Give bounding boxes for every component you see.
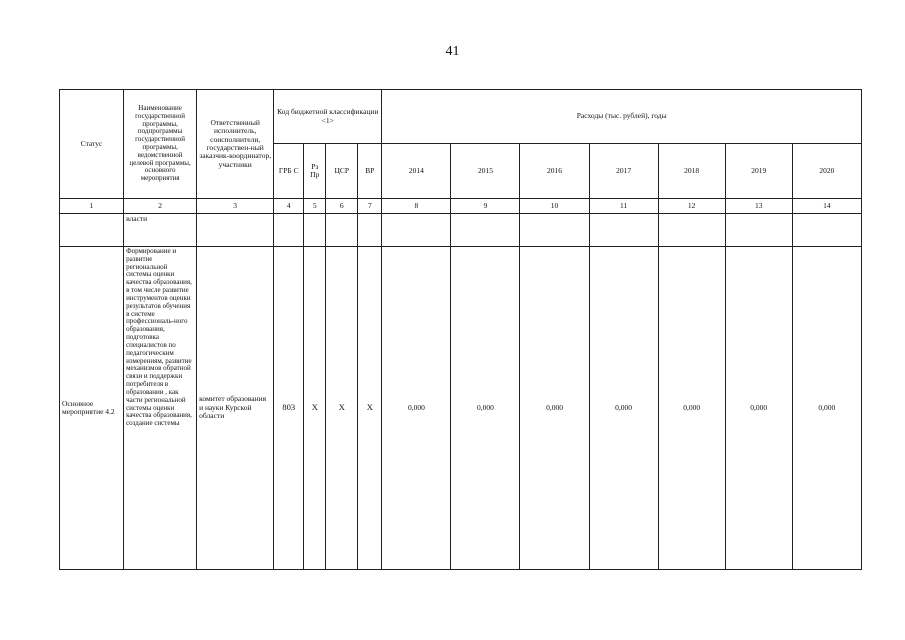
header-year: 2017: [589, 144, 658, 199]
cell: [274, 214, 304, 247]
cell: [382, 214, 451, 247]
expense-value: 0,000: [520, 247, 589, 570]
main-grbs: 803: [274, 247, 304, 570]
main-rzpr: X: [304, 247, 326, 570]
header-year: 2018: [658, 144, 725, 199]
column-number: 8: [382, 199, 451, 214]
cell: [304, 214, 326, 247]
cell: [358, 214, 382, 247]
cell: [197, 214, 274, 247]
column-number-row: [60, 199, 862, 214]
column-number: 14: [792, 199, 861, 214]
continuation-row: [60, 214, 862, 247]
cell: [60, 214, 124, 247]
column-number: 11: [589, 199, 658, 214]
column-number: 6: [326, 199, 358, 214]
header-grbs: ГРБ С: [274, 144, 304, 199]
column-number: 5: [304, 199, 326, 214]
expense-value: 0,000: [792, 247, 861, 570]
column-number: 13: [725, 199, 792, 214]
continuation-name: власти: [124, 214, 197, 247]
header-budget-code: Код бюджетной классификации <1>: [274, 90, 382, 144]
header-name: Наименование государственной программы, подпрограммы государственной программы, ведомственной целевой программы, основного мероприятия: [124, 90, 197, 199]
header-year: 2019: [725, 144, 792, 199]
cell: [326, 214, 358, 247]
header-year: 2016: [520, 144, 589, 199]
header-year: 2020: [792, 144, 861, 199]
main-event-row: [60, 247, 862, 570]
expense-value: 0,000: [451, 247, 520, 570]
budget-table: [59, 89, 862, 570]
cell: [725, 214, 792, 247]
cell: [658, 214, 725, 247]
main-vr: X: [358, 247, 382, 570]
header-year: 2015: [451, 144, 520, 199]
header-rzpr: Рз Пр: [304, 144, 326, 199]
header-status: Статус: [60, 90, 124, 199]
main-executor: комитет образования и науки Курской области: [197, 247, 274, 570]
column-number: 1: [60, 199, 124, 214]
cell: [792, 214, 861, 247]
expense-value: 0,000: [725, 247, 792, 570]
header-row: [60, 90, 862, 144]
header-year: 2014: [382, 144, 451, 199]
expense-value: 0,000: [382, 247, 451, 570]
header-expenses: Расходы (тыс. рублей), годы: [382, 90, 862, 144]
header-executor: Ответственный исполнитель, соисполнители, государствен-ный заказчик-координатор, участники: [197, 90, 274, 199]
main-csr: X: [326, 247, 358, 570]
expense-value: 0,000: [589, 247, 658, 570]
main-status: Основное мероприятие 4.2: [60, 247, 124, 570]
column-number: 4: [274, 199, 304, 214]
column-number: 9: [451, 199, 520, 214]
column-number: 12: [658, 199, 725, 214]
column-number: 7: [358, 199, 382, 214]
main-name: Формирование и развитие региональной системы оценки качества образования, в том числе развитие инструментов оценки результатов обучения в системе профессиональ-ного образования, подготовка специалистов по педагогическим измерениям, развитие механизмов обратной связи и поддержки потребителя в образовании , как части региональной системы оценки качества образования, создание системы: [124, 247, 197, 570]
cell: [520, 214, 589, 247]
column-number: 2: [124, 199, 197, 214]
cell: [589, 214, 658, 247]
expense-value: 0,000: [658, 247, 725, 570]
cell: [451, 214, 520, 247]
column-number: 3: [197, 199, 274, 214]
header-csr: ЦСР: [326, 144, 358, 199]
page-number: 41: [445, 44, 460, 59]
header-vr: ВР: [358, 144, 382, 199]
column-number: 10: [520, 199, 589, 214]
